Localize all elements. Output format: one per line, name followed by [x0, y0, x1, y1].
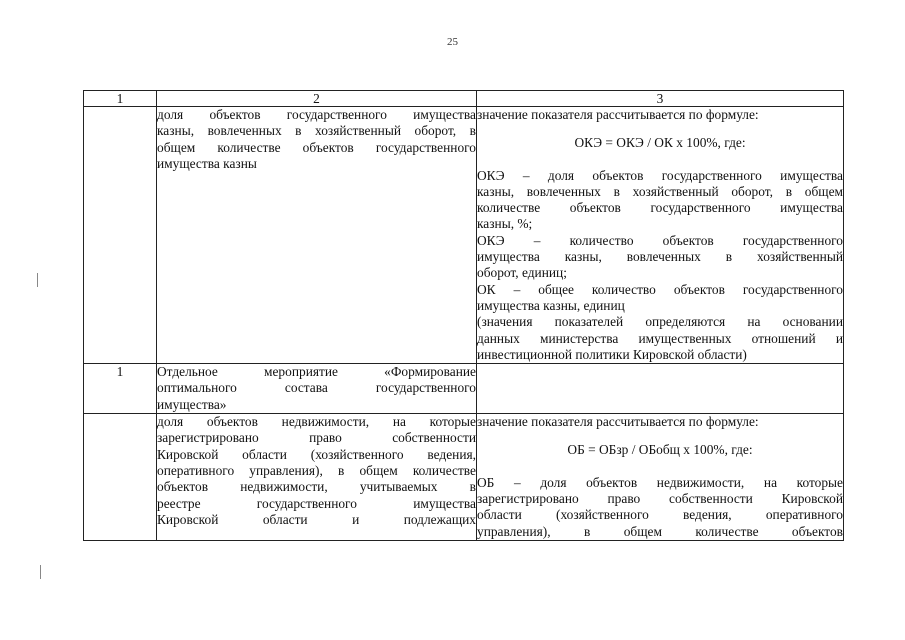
text-line: реестре государственного имущества — [157, 495, 476, 511]
text-line: данных министерства имущественных отношений и — [477, 330, 843, 346]
text-line: казны, %; — [477, 216, 533, 232]
text-line: количестве объектов государственного имущества — [477, 200, 843, 216]
text-line: доля объектов государственного имущества — [157, 107, 476, 122]
text-line: ОКЭ – количество объектов государственного — [477, 232, 843, 248]
formula: ОКЭ = ОКЭ / ОК х 100%, где: — [574, 135, 746, 151]
row2-activity-name — [157, 364, 477, 414]
text-line: (значения показателей определяются на основании — [477, 314, 843, 330]
table-row — [84, 107, 844, 364]
text-line: казны, вовлеченных в хозяйственный оборот, в общем — [477, 183, 843, 199]
text-line: зарегистрировано право собственности — [157, 430, 476, 446]
margin-mark-lower — [40, 565, 41, 579]
text-line: Кировской области (хозяйственного ведения, — [157, 446, 476, 462]
text-line: доля объектов недвижимости, на которые — [157, 414, 476, 430]
row1-col-1 — [84, 107, 157, 364]
formula-intro: значение показателя рассчитывается по формуле: — [477, 414, 759, 430]
header-col-1: 1 — [84, 91, 157, 107]
text-line: оперативного управления), в общем количестве — [157, 462, 476, 478]
text-line: управления), в общем количестве объектов — [477, 523, 843, 539]
text-line: Отдельное мероприятие «Формирование — [157, 364, 476, 380]
formula-intro: значение показателя рассчитывается по формуле: — [477, 107, 759, 122]
page-number: 25 — [447, 36, 458, 48]
text-line: ОБ – доля объектов недвижимости, на которые — [477, 474, 843, 490]
row3-calculation-method — [477, 414, 844, 541]
text-line: общем количестве объектов государственного — [157, 139, 476, 155]
table-row — [84, 364, 844, 414]
text-line: оборот, единиц; — [477, 265, 567, 281]
margin-mark-upper — [37, 273, 38, 287]
row2-number: 1 — [84, 364, 157, 414]
text-line: зарегистрировано право собственности Кировской — [477, 490, 843, 506]
text-line: имущества казны, вовлеченных в хозяйственный — [477, 249, 843, 265]
row1-calculation-method — [477, 107, 844, 364]
text-line: ОК – общее количество объектов государственного — [477, 281, 843, 297]
text-line: казны, вовлеченных в хозяйственный оборот, в — [157, 123, 476, 139]
header-col-3: 3 — [477, 91, 844, 107]
text-line: имущества казны — [157, 155, 257, 171]
text-line: инвестиционной политики Кировской области) — [477, 346, 747, 362]
text-line: оптимального состава государственного — [157, 380, 476, 396]
row3-indicator-name — [157, 414, 477, 541]
table-header-row — [84, 91, 844, 107]
text-line: области (хозяйственного ведения, оперативного — [477, 507, 843, 523]
formula: ОБ = ОБзр / ОБобщ х 100%, где: — [567, 442, 753, 458]
row1-indicator-name — [157, 107, 477, 364]
text-line: объектов недвижимости, учитываемых в — [157, 479, 476, 495]
table-row — [84, 414, 844, 541]
text-line: Кировской области и подлежащих — [157, 511, 476, 527]
row3-col-1 — [84, 414, 157, 541]
text-line: ОКЭ – доля объектов государственного имущества — [477, 167, 843, 183]
indicators-table — [83, 90, 844, 541]
text-line: имущества казны, единиц — [477, 297, 625, 313]
text-line: имущества» — [157, 396, 227, 412]
header-col-2: 2 — [157, 91, 477, 107]
row2-col-3 — [477, 364, 844, 414]
